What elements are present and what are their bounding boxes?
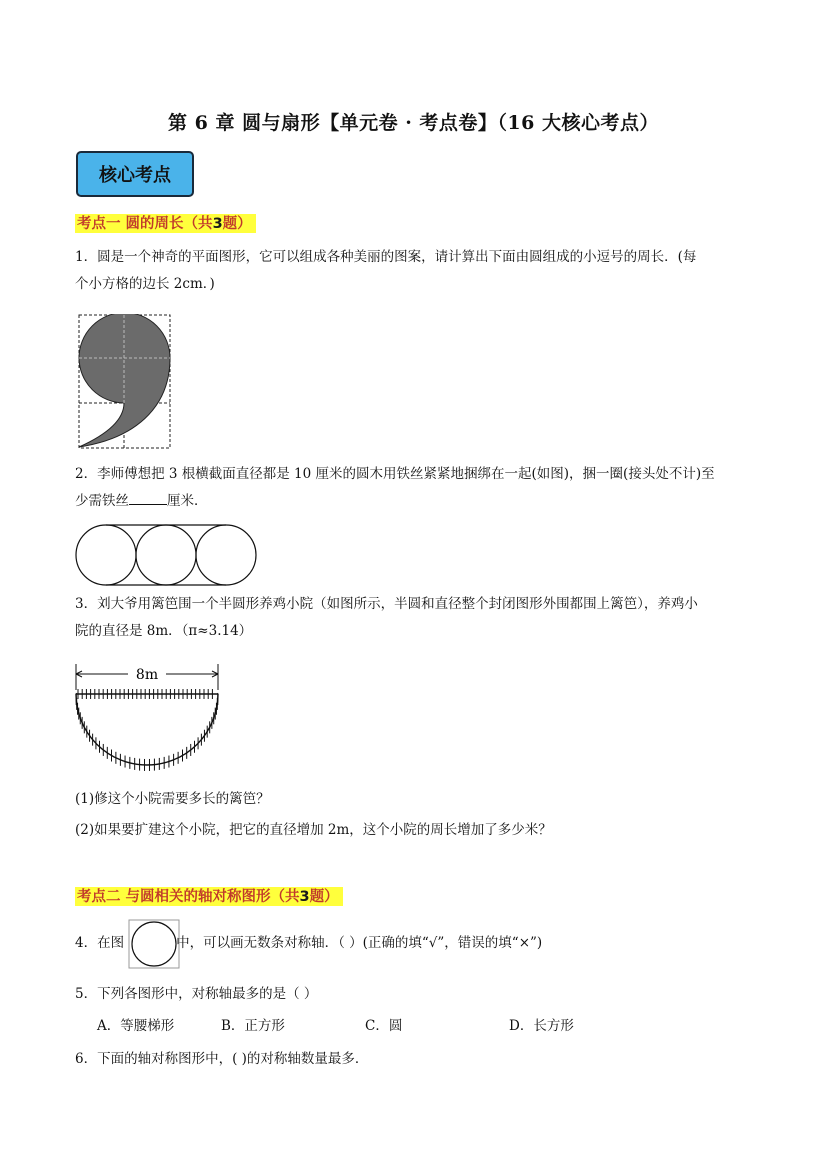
- three-logs-figure: [74, 523, 260, 587]
- option-b[interactable]: B．正方形: [221, 1018, 285, 1034]
- question-1: [75, 244, 755, 298]
- section-1-heading: [75, 212, 256, 233]
- question-2-line-2-pre: 少需铁丝: [75, 493, 129, 509]
- semicircle-yard-figure: [70, 660, 226, 776]
- question-5: 5．下列各图形中，对称轴最多的是（ ）: [75, 986, 318, 1002]
- question-3-line-2: 院的直径是 8m．（π≈3.14）: [75, 623, 253, 639]
- question-3-sub-1: (1)修这个小院需要多长的篱笆？: [75, 791, 270, 807]
- section-2-count: 3: [299, 889, 310, 905]
- section-2-suffix: 题）: [309, 888, 339, 905]
- circle-in-square-figure: [128, 919, 180, 969]
- diagram-label-8m: 8m: [135, 667, 159, 683]
- option-d[interactable]: D．长方形: [509, 1018, 574, 1034]
- question-1-line-2: 个小方格的边长 2cm．): [75, 276, 215, 292]
- option-a[interactable]: A．等腰梯形: [97, 1018, 175, 1034]
- option-c[interactable]: C．圆: [365, 1018, 403, 1034]
- section-1-suffix: 题）: [222, 215, 252, 232]
- question-3-line-1: 3．刘大爷用篱笆围一个半圆形养鸡小院（如图所示，半圆和直径整个封闭图形外围都围上篱笆），养鸡小: [75, 596, 698, 612]
- section-1-count: 3: [212, 216, 223, 232]
- comma-figure: [78, 314, 172, 450]
- question-4-pre: 4．在图: [75, 935, 125, 951]
- question-2-line-2-post: 厘米．: [167, 493, 208, 509]
- answer-blank[interactable]: [129, 489, 167, 505]
- section-2-heading: [75, 885, 343, 906]
- question-6: 6．下面的轴对称图形中，( )的对称轴数量最多．: [75, 1051, 369, 1067]
- page-title: 第 6 章 圆与扇形【单元卷 · 考点卷】（16 大核心考点）: [168, 112, 659, 134]
- section-1-label: 考点一 圆的周长（共: [77, 215, 213, 232]
- question-3: [75, 591, 755, 645]
- section-2-label: 考点二 与圆相关的轴对称图形（共: [77, 888, 300, 905]
- question-3-sub-2: (2)如果要扩建这个小院，把它的直径增加 2m，这个小院的周长增加了多少米？: [75, 822, 552, 838]
- core-points-badge: 核心考点: [76, 151, 194, 197]
- question-2: [75, 461, 755, 515]
- question-2-line-1: 2．李师傅想把 3 根横截面直径都是 10 厘米的圆木用铁丝紧紧地捆绑在一起(如图)，捆一圈(接头处不计)至: [75, 466, 715, 482]
- question-1-line-1: 1．圆是一个神奇的平面图形，它可以组成各种美丽的图案，请计算出下面由圆组成的小逗号的周长．(每: [75, 249, 697, 265]
- question-4-post: 中，可以画无数条对称轴．（ ）(正确的填“√”，错误的填“×”): [176, 935, 543, 951]
